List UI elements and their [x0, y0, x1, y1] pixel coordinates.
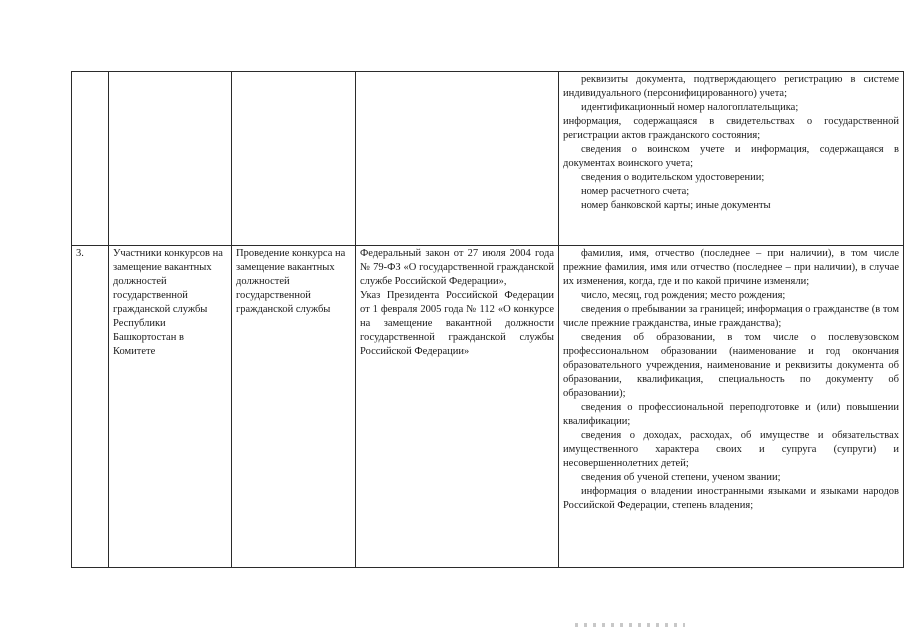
purpose-cell: Проведение конкурса на замещение вакантных должностей государственной гражданской службы: [232, 246, 356, 568]
legal-basis-item: Федеральный закон от 27 июля 2004 года № 79-ФЗ «О государственной гражданской службе Российской Федерации»,: [360, 248, 554, 287]
participants-cell: [109, 72, 232, 246]
participants-cell: Участники конкурсов на замещение вакантных должностей государственной гражданской службы Республики Башкортостан в Комитете: [109, 246, 232, 568]
table-row: [72, 72, 904, 246]
data-item: сведения об ученой степени, ученом звании;: [581, 472, 781, 483]
purpose-cell: [232, 72, 356, 246]
data-item: сведения о профессиональной переподготовке и (или) повышении квалификации;: [563, 402, 899, 427]
data-item: сведения об образовании, в том числе о послевузовском профессиональном образовании (наименование и год окончания образовательного учреждения, наименование и реквизиты документа об образовании, квалификация, специальность по документу об образовании);: [563, 332, 899, 399]
data-item: номер банковской карты; иные документы: [581, 200, 771, 211]
row-number-cell: 3.: [72, 246, 109, 568]
data-item: сведения о доходах, расходах, об имуществе и обязательствах имущественного характера своих и супруга (супруги) и несовершеннолетних детей;: [563, 430, 899, 469]
data-item: число, месяц, год рождения; место рождения;: [581, 290, 786, 301]
personal-data-table: [71, 71, 904, 568]
data-item: информация, содержащаяся в свидетельствах о государственной регистрации актов гражданского состояния;: [563, 116, 899, 141]
data-item: информация о владении иностранными языками и языками народов Российской Федерации, степень владения;: [563, 486, 899, 511]
data-item: фамилия, имя, отчество (последнее – при наличии), в том числе прежние фамилия, имя или отчество (последнее – при наличии), в случае их изменения, когда, где и по какой причине изменяли;: [563, 248, 899, 287]
data-item: идентификационный номер налогоплательщика;: [581, 102, 799, 113]
data-item: реквизиты документа, подтверждающего регистрацию в системе индивидуального (персонифицированного) учета;: [563, 74, 899, 99]
legal-basis-item: Указ Президента Российской Федерации от 1 февраля 2005 года № 112 «О конкурсе на замещение вакантной должности государственной гражданской службы Российской Федерации»: [360, 290, 554, 357]
row-number-cell: [72, 72, 109, 246]
data-item: номер расчетного счета;: [581, 186, 690, 197]
scan-artifact: [575, 623, 685, 627]
table-row: [72, 246, 904, 568]
data-item: сведения о воинском учете и информация, содержащаяся в документах воинского учета;: [563, 144, 899, 169]
data-items-cell: [559, 72, 904, 246]
data-item: сведения о водительском удостоверении;: [581, 172, 765, 183]
legal-basis-cell: [356, 246, 559, 568]
data-items-cell: [559, 246, 904, 568]
data-item: сведения о пребывании за границей; информация о гражданстве (в том числе прежние гражданства, иные гражданства);: [563, 304, 899, 329]
legal-basis-cell: [356, 72, 559, 246]
